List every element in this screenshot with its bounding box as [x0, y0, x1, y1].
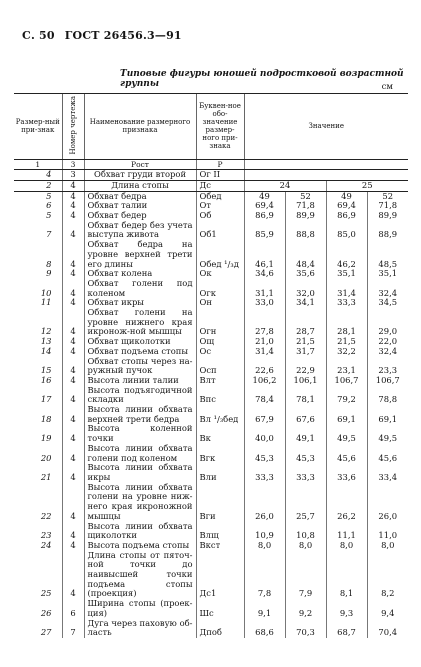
feature-no: 22: [40, 510, 52, 521]
feature-no: 15: [40, 365, 52, 376]
table-row: [14, 405, 408, 424]
col-header-name: Наименование размерного признака: [84, 94, 196, 160]
feature-no: 13: [40, 336, 52, 347]
value-cell: 78,1: [285, 386, 326, 405]
value-cell: 34,6: [244, 269, 285, 279]
feature-name: Высота линии обхвата голени на уровне ниж-него края икроножной мышцы: [84, 483, 196, 522]
table-row: [14, 269, 408, 279]
feature-name: Высота линии обхвата голени под коленом: [84, 444, 196, 463]
figure-no: 4: [62, 444, 84, 463]
value-cell: 33,3: [285, 463, 326, 482]
table-body: [14, 159, 408, 638]
feature-name: Обхват бедра на уровне верхней трети его длины: [84, 240, 196, 269]
feature-symbol: Обед ¹/₃д: [196, 240, 244, 269]
table-row: [14, 347, 408, 357]
value-cell: 52: [367, 191, 408, 201]
figure-no: 4: [62, 269, 84, 279]
feature-symbol: Влщ: [196, 522, 244, 541]
value-cell: 85,0: [326, 221, 367, 240]
value-cell: 34,1: [285, 298, 326, 308]
value-cell: 32,4: [367, 347, 408, 357]
feature-no: 21: [40, 472, 52, 482]
value-cell: 9,1: [244, 599, 285, 618]
value-cell: 8,0: [326, 541, 367, 551]
table-row: [14, 221, 408, 240]
figure-no: 4: [62, 551, 84, 600]
feature-no: 11: [40, 297, 52, 308]
figure-no: 4: [62, 347, 84, 357]
feature-name: Высота линии талии: [84, 376, 196, 386]
value-cell: 32,0: [285, 279, 326, 298]
feature-name: Обхват щиколотки: [84, 337, 196, 347]
figure-no: 4: [62, 180, 84, 191]
feature-name: Высота линии обхвата икры: [84, 463, 196, 482]
table-row: [14, 483, 408, 522]
table-row: [14, 424, 408, 443]
table-row: [14, 619, 408, 638]
feature-symbol: От: [196, 201, 244, 211]
feature-no: 27: [40, 627, 52, 638]
value-cell: 45,6: [367, 444, 408, 463]
table-row: [14, 211, 408, 221]
value-cell: 21,5: [326, 337, 367, 347]
value-cell: 29,0: [367, 308, 408, 337]
value-cell: 22,9: [285, 357, 326, 376]
feature-symbol: Ог II: [196, 170, 244, 181]
feature-name: Дуга через паховую об-ласть: [84, 619, 196, 638]
col-header-value: Значение: [244, 94, 408, 160]
value-cell: 69,4: [326, 201, 367, 211]
feature-symbol: Огк: [196, 279, 244, 298]
feature-no: 7: [46, 229, 52, 240]
foot-length-value: 24: [244, 180, 326, 191]
index-cell: [244, 159, 408, 170]
value-cell: 71,8: [367, 201, 408, 211]
value-cell: 49: [326, 191, 367, 201]
value-cell: 8,0: [244, 541, 285, 551]
feature-name: Длина стопы от пяточ-ной точки до наивысшей точки подъема стопы (проекция): [84, 551, 196, 600]
feature-name: Длина стопы: [84, 180, 196, 191]
feature-name: Высота линии обхвата верхней трети бедра: [84, 405, 196, 424]
value-cell: 26,0: [367, 483, 408, 522]
value-cell: 67,6: [285, 405, 326, 424]
value-cell: 23,3: [367, 357, 408, 376]
value-cell: 31,1: [244, 279, 285, 298]
col-header-figure-no: Номер чертежа: [62, 94, 84, 160]
figure-no: 3: [62, 170, 84, 181]
value-cell: 45,3: [244, 444, 285, 463]
table-title: Типовые фигуры юношей подростковой возрастной группы: [120, 69, 404, 89]
value-cell: 88,9: [367, 221, 408, 240]
feature-symbol: Осп: [196, 357, 244, 376]
chest-values: [244, 170, 408, 181]
figure-no: 7: [62, 619, 84, 638]
feature-name: Высота подъема стопы: [84, 541, 196, 551]
feature-symbol: Об: [196, 211, 244, 221]
value-cell: 88,8: [285, 221, 326, 240]
figure-no: 4: [62, 376, 84, 386]
value-cell: 7,9: [285, 551, 326, 600]
feature-symbol: Вкст: [196, 541, 244, 551]
value-cell: 89,9: [367, 211, 408, 221]
table-row: [14, 279, 408, 298]
value-cell: 7,8: [244, 551, 285, 600]
feature-no: 16: [40, 374, 52, 385]
foot-length-value: 25: [326, 180, 408, 191]
table-row: [14, 298, 408, 308]
value-cell: 70,4: [367, 619, 408, 638]
foot-length-row: [14, 180, 408, 191]
value-cell: 69,1: [326, 405, 367, 424]
feature-no: 19: [40, 433, 52, 444]
feature-no: 14: [40, 345, 52, 356]
feature-symbol: Впс: [196, 386, 244, 405]
feature-symbol: Влт: [196, 376, 244, 386]
value-cell: 106,7: [367, 376, 408, 386]
feature-no: 12: [40, 326, 52, 337]
value-cell: 8,2: [367, 551, 408, 600]
feature-no: 2: [14, 180, 62, 191]
value-cell: 35,1: [326, 269, 367, 279]
value-cell: 40,0: [244, 424, 285, 443]
value-cell: 49,5: [326, 424, 367, 443]
feature-symbol: Дс1: [196, 551, 244, 600]
value-cell: 78,4: [244, 386, 285, 405]
value-cell: 26,0: [244, 483, 285, 522]
value-cell: 21,5: [285, 337, 326, 347]
table-row: [14, 551, 408, 600]
value-cell: 28,7: [285, 308, 326, 337]
figure-no: 4: [62, 386, 84, 405]
figure-no: 4: [62, 483, 84, 522]
feature-symbol: Он: [196, 298, 244, 308]
value-cell: 34,5: [367, 298, 408, 308]
value-cell: 8,0: [367, 541, 408, 551]
feature-symbol: Вли: [196, 463, 244, 482]
table-row: [14, 444, 408, 463]
feature-symbol: Огн: [196, 308, 244, 337]
figure-no: 4: [62, 357, 84, 376]
feature-name: Обхват голени под коленом: [84, 279, 196, 298]
feature-no: 9: [46, 268, 52, 279]
figure-no: 4: [62, 298, 84, 308]
value-cell: 33,0: [244, 298, 285, 308]
col-header-feature-no: Размер-ный при-знак: [14, 94, 62, 160]
value-cell: 35,1: [367, 269, 408, 279]
table-row: [14, 386, 408, 405]
value-cell: 106,2: [244, 376, 285, 386]
value-cell: 11,1: [326, 522, 367, 541]
index-cell: 3: [62, 159, 84, 170]
page-header: [22, 29, 182, 42]
feature-name: Обхват талии: [84, 201, 196, 211]
feature-symbol: Шс: [196, 599, 244, 618]
value-cell: 9,4: [367, 599, 408, 618]
value-cell: 78,8: [367, 386, 408, 405]
value-cell: 26,2: [326, 483, 367, 522]
feature-name: Обхват бедер: [84, 211, 196, 221]
value-cell: 106,1: [285, 376, 326, 386]
table-row: [14, 463, 408, 482]
feature-name: Обхват колена: [84, 269, 196, 279]
figure-no: 4: [62, 191, 84, 201]
feature-no: 10: [40, 287, 52, 298]
value-cell: 8,1: [326, 551, 367, 600]
value-cell: 28,1: [326, 308, 367, 337]
value-cell: 9,3: [326, 599, 367, 618]
feature-symbol: Ощ: [196, 337, 244, 347]
value-cell: 79,2: [326, 386, 367, 405]
value-cell: 27,8: [244, 308, 285, 337]
feature-no: 25: [40, 588, 52, 599]
feature-symbol: Ок: [196, 269, 244, 279]
value-cell: 49,5: [367, 424, 408, 443]
value-cell: 33,3: [326, 298, 367, 308]
page-number: С. 50: [22, 29, 55, 42]
figure-no: 4: [62, 522, 84, 541]
unit-label: см: [381, 82, 393, 92]
value-cell: 33,4: [367, 463, 408, 482]
value-cell: 21,0: [244, 337, 285, 347]
feature-symbol: Ос: [196, 347, 244, 357]
value-cell: 46,1: [244, 240, 285, 269]
chest-row: [14, 170, 408, 181]
feature-symbol: Обед: [196, 191, 244, 201]
feature-no: 18: [40, 413, 52, 424]
value-cell: 10,9: [244, 522, 285, 541]
value-cell: 31,4: [326, 279, 367, 298]
value-cell: 31,4: [244, 347, 285, 357]
index-row: [14, 159, 408, 170]
table-row: [14, 541, 408, 551]
figure-no: 4: [62, 463, 84, 482]
figure-no: 4: [62, 221, 84, 240]
value-cell: 35,6: [285, 269, 326, 279]
value-cell: 49,1: [285, 424, 326, 443]
table-row: [14, 522, 408, 541]
value-cell: 106,7: [326, 376, 367, 386]
value-cell: 33,6: [326, 463, 367, 482]
feature-no: 8: [46, 258, 52, 269]
feature-name: Высота подъягодичной складки: [84, 386, 196, 405]
value-cell: 10,8: [285, 522, 326, 541]
feature-no: 5: [46, 210, 52, 221]
index-cell: Рост: [84, 159, 196, 170]
feature-symbol: Вк: [196, 424, 244, 443]
feature-no: 4: [14, 170, 62, 181]
standard-code: ГОСТ 26456.3—91: [64, 29, 182, 42]
value-cell: 8,0: [285, 541, 326, 551]
value-cell: 85,9: [244, 221, 285, 240]
feature-no: 24: [40, 539, 52, 550]
figure-no: 4: [62, 424, 84, 443]
figure-no: 4: [62, 211, 84, 221]
feature-name: Обхват голени на уровне нижнего края икронож-ной мышцы: [84, 308, 196, 337]
value-cell: 32,4: [367, 279, 408, 298]
feature-name: Обхват подъема стопы: [84, 347, 196, 357]
figure-no: 4: [62, 201, 84, 211]
col-header-symbol: Буквен-ное обо-значение размер-ного при-знака: [196, 94, 244, 160]
figure-no: 4: [62, 541, 84, 551]
figures-table: [14, 93, 408, 638]
index-cell: Р: [196, 159, 244, 170]
figure-no: 4: [62, 405, 84, 424]
value-cell: 86,9: [326, 211, 367, 221]
value-cell: 45,3: [285, 444, 326, 463]
value-cell: 46,2: [326, 240, 367, 269]
feature-no: 23: [40, 530, 52, 541]
value-cell: 68,7: [326, 619, 367, 638]
feature-symbol: Вгк: [196, 444, 244, 463]
feature-no: 17: [40, 394, 52, 405]
feature-name: Высота линии обхвата щиколотки: [84, 522, 196, 541]
feature-name: Обхват груди второй: [84, 170, 196, 181]
feature-symbol: Дпоб: [196, 619, 244, 638]
feature-symbol: Дс: [196, 180, 244, 191]
feature-name: Обхват икры: [84, 298, 196, 308]
value-cell: 33,3: [244, 463, 285, 482]
feature-no: 5: [46, 190, 52, 201]
feature-no: 6: [46, 200, 52, 211]
feature-symbol: Вл ¹/₃бед: [196, 405, 244, 424]
figure-no: 4: [62, 240, 84, 269]
table-row: [14, 599, 408, 618]
value-cell: 49: [244, 191, 285, 201]
value-cell: 68,6: [244, 619, 285, 638]
figure-no: 6: [62, 599, 84, 618]
table-row: [14, 357, 408, 376]
value-cell: 67,9: [244, 405, 285, 424]
value-cell: 69,4: [244, 201, 285, 211]
feature-name: Высота коленной точки: [84, 424, 196, 443]
value-cell: 32,2: [326, 347, 367, 357]
value-cell: 11,0: [367, 522, 408, 541]
value-cell: 48,5: [367, 240, 408, 269]
table-row: [14, 376, 408, 386]
value-cell: 86,9: [244, 211, 285, 221]
value-cell: 9,2: [285, 599, 326, 618]
value-cell: 71,8: [285, 201, 326, 211]
feature-name: Обхват бедер без учета выступа живота: [84, 221, 196, 240]
feature-no: 26: [40, 607, 52, 618]
feature-name: Обхват бедра: [84, 191, 196, 201]
value-cell: 22,0: [367, 337, 408, 347]
table-row: [14, 240, 408, 269]
feature-name: Ширина стопы (проек-ция): [84, 599, 196, 618]
figure-no: 4: [62, 279, 84, 298]
value-cell: 45,6: [326, 444, 367, 463]
value-cell: 70,3: [285, 619, 326, 638]
value-cell: 25,7: [285, 483, 326, 522]
figure-no: 4: [62, 308, 84, 337]
value-cell: 89,9: [285, 211, 326, 221]
value-cell: 22,6: [244, 357, 285, 376]
feature-symbol: Вги: [196, 483, 244, 522]
value-cell: 52: [285, 191, 326, 201]
value-cell: 48,4: [285, 240, 326, 269]
feature-name: Обхват стопы через на-ружный пучок: [84, 357, 196, 376]
figure-no: 4: [62, 337, 84, 347]
feature-symbol: Об1: [196, 221, 244, 240]
value-cell: 31,7: [285, 347, 326, 357]
value-cell: 23,1: [326, 357, 367, 376]
feature-no: 20: [40, 452, 52, 463]
value-cell: 69,1: [367, 405, 408, 424]
index-cell: 1: [14, 159, 62, 170]
table-row: [14, 308, 408, 337]
